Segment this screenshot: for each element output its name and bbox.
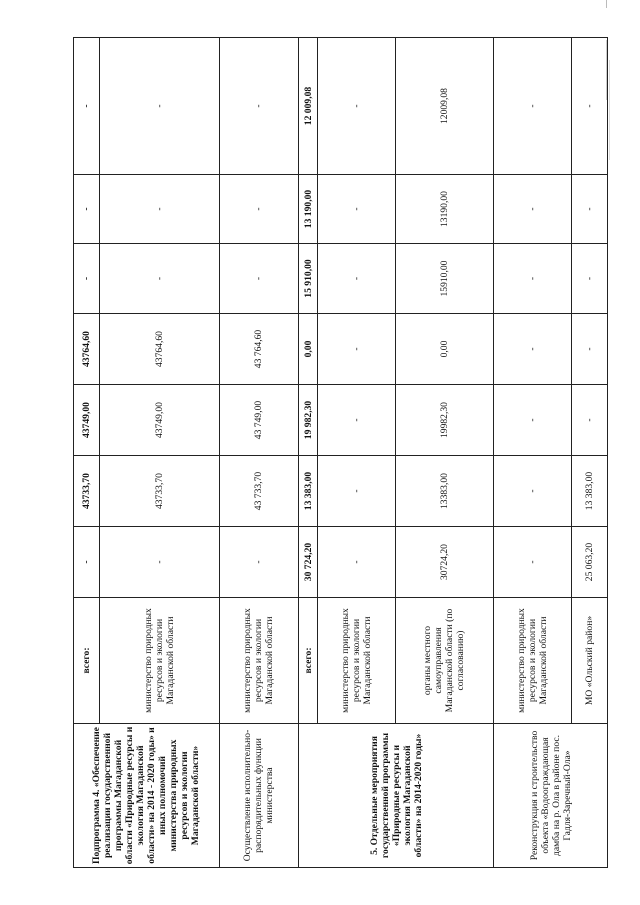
value-cell: -: [99, 175, 219, 244]
value-cell: -: [99, 527, 219, 598]
row-label: министерство природных ресурсов и экологии Магаданской области: [219, 598, 299, 724]
row-label: министерство природных ресурсов и экологии Магаданской области: [494, 598, 571, 724]
value-cell: -: [571, 314, 607, 385]
value-cell: 12 009,08: [299, 38, 318, 175]
value-cell: 0,00: [395, 314, 494, 385]
value-cell: 0,00: [299, 314, 318, 385]
value-cell: -: [99, 38, 219, 175]
value-cell: -: [219, 175, 299, 244]
activity-title: Осуществление исполнительно-распорядительных функции министерства: [219, 724, 299, 868]
row-label: всего:: [299, 598, 318, 724]
value-cell: 43 733,70: [219, 456, 299, 527]
table-row: [74, 38, 100, 868]
value-cell: 15910,00: [395, 244, 494, 314]
section-5-title: 5. Отдельные мероприятия государственной программы «Природные ресурсы и экология Магаданской области» на 2014-2020 годы»: [299, 724, 494, 868]
value-cell: 13 383,00: [299, 456, 318, 527]
value-cell: 43749,00: [74, 385, 100, 456]
value-cell: -: [571, 175, 607, 244]
section-4-title: Подпрограмма 4. «Обеспечение реализации государственной программы Магаданской области «Природные ресурсы и экология Магаданской области» на 2014 - 2020 годы» и иных полномочий министерства природных ресурсов и экологии Магаданской области»: [74, 724, 220, 868]
row-label: министерство природных ресурсов и экологии Магаданской области: [99, 598, 219, 724]
table-row: [219, 38, 299, 868]
value-cell: -: [318, 314, 395, 385]
value-cell: -: [318, 244, 395, 314]
value-cell: -: [494, 456, 571, 527]
value-cell: -: [99, 244, 219, 314]
construction-title: Реконструкция и строительство объекта «Водоограждающая дамба на р. Ола в районе пос. Гадля-Заречный-Ола»: [494, 724, 608, 868]
value-cell: -: [219, 244, 299, 314]
value-cell: -: [219, 527, 299, 598]
value-cell: 25 063,20: [571, 527, 607, 598]
value-cell: 43733,70: [74, 456, 100, 527]
rotated-table-wrapper: [73, 38, 608, 868]
value-cell: 13190,00: [395, 175, 494, 244]
row-label: МО «Ольский район»: [571, 598, 607, 724]
value-cell: 12009,08: [395, 38, 494, 175]
value-cell: -: [571, 385, 607, 456]
value-cell: -: [494, 244, 571, 314]
value-cell: -: [494, 385, 571, 456]
row-label: министерство природных ресурсов и экологии Магаданской области: [318, 598, 395, 724]
budget-table: [73, 37, 608, 868]
value-cell: -: [318, 175, 395, 244]
value-cell: -: [494, 527, 571, 598]
value-cell: -: [494, 314, 571, 385]
value-cell: -: [571, 38, 607, 175]
table-row: [299, 38, 318, 868]
value-cell: 19982,30: [395, 385, 494, 456]
value-cell: -: [494, 38, 571, 175]
value-cell: -: [74, 244, 100, 314]
value-cell: -: [318, 456, 395, 527]
value-cell: -: [74, 38, 100, 175]
table-row: [494, 38, 571, 868]
scan-edge-mark: [606, 0, 607, 8]
value-cell: 43733,70: [99, 456, 219, 527]
value-cell: -: [74, 175, 100, 244]
value-cell: 43764,60: [99, 314, 219, 385]
value-cell: -: [74, 527, 100, 598]
value-cell: -: [318, 385, 395, 456]
value-cell: -: [318, 527, 395, 598]
value-cell: 43 764,60: [219, 314, 299, 385]
row-label: всего:: [74, 598, 100, 724]
scan-edge-mark: [609, 60, 610, 160]
value-cell: 13 383,00: [571, 456, 607, 527]
value-cell: -: [219, 38, 299, 175]
value-cell: 15 910,00: [299, 244, 318, 314]
value-cell: 43749,00: [99, 385, 219, 456]
value-cell: 43 749,00: [219, 385, 299, 456]
value-cell: 30 724,20: [299, 527, 318, 598]
value-cell: -: [318, 38, 395, 175]
value-cell: 19 982,30: [299, 385, 318, 456]
value-cell: -: [494, 175, 571, 244]
value-cell: 13383,00: [395, 456, 494, 527]
value-cell: 43764,60: [74, 314, 100, 385]
row-label: органы местного самоуправления Магаданской области (по согласованию): [395, 598, 494, 724]
value-cell: -: [571, 244, 607, 314]
value-cell: 13 190,00: [299, 175, 318, 244]
value-cell: 30724,20: [395, 527, 494, 598]
